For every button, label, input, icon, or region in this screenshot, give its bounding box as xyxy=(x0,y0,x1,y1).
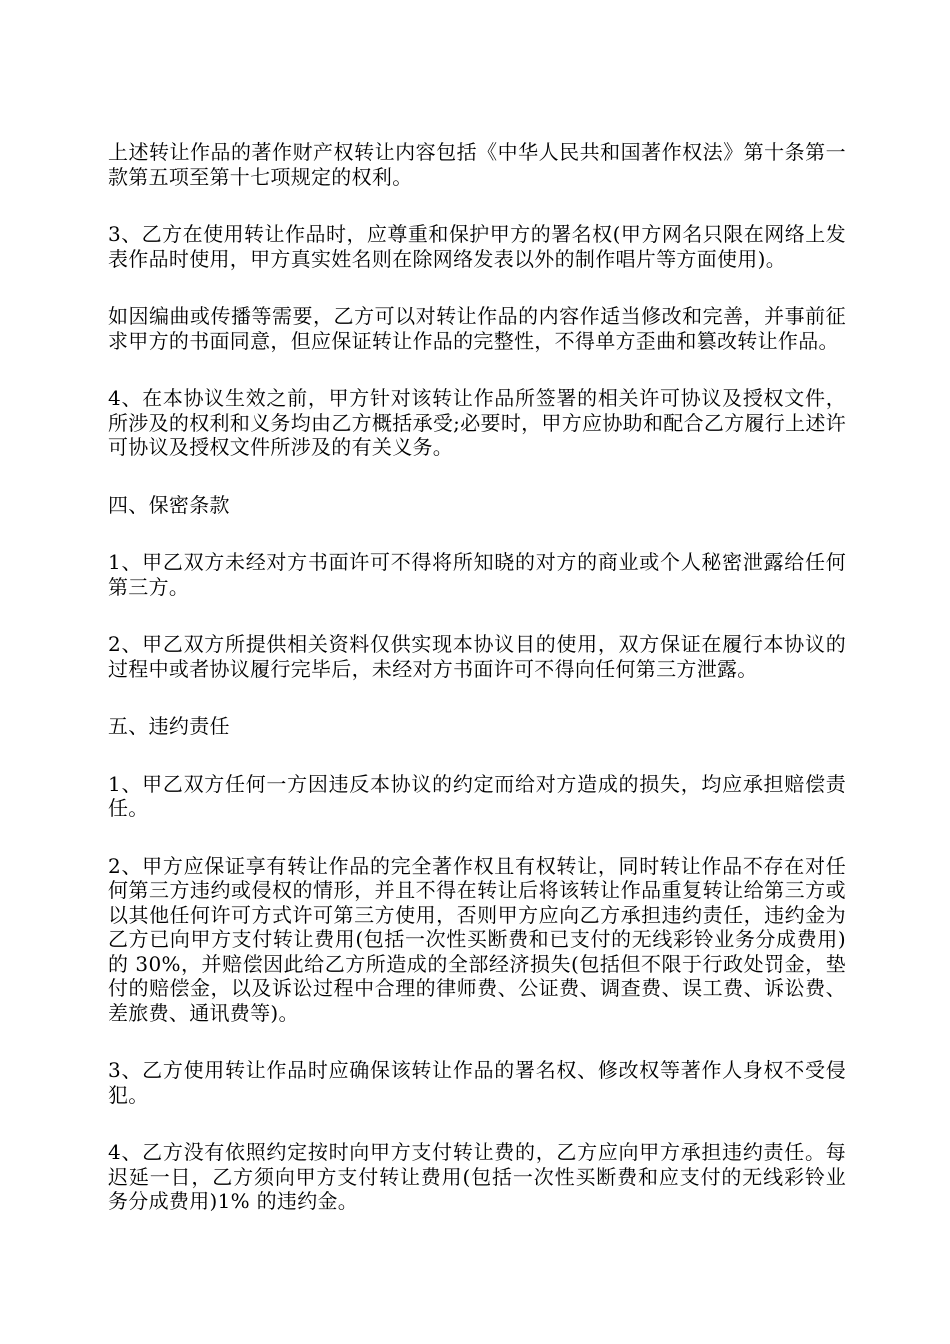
paragraph-modification-consent: 如因编曲或传播等需要，乙方可以对转让作品的内容作适当修改和完善，并事前征求甲方的书面同意，但应保证转让作品的完整性，不得单方歪曲和篡改转让作品。 xyxy=(108,304,846,353)
paragraph-clause-3-attribution: 3、乙方在使用转让作品时，应尊重和保护甲方的署名权(甲方网名只限在网络上发表作品时使用，甲方真实姓名则在除网络发表以外的制作唱片等方面使用)。 xyxy=(108,222,846,271)
paragraph-liability-4: 4、乙方没有依照约定按时向甲方支付转让费的，乙方应向甲方承担违约责任。每迟延一日，乙方须向甲方支付转让费用(包括一次性买断费和应支付的无线彩铃业务分成费用)1% 的违约金。 xyxy=(108,1140,846,1213)
document-body xyxy=(108,140,846,1247)
paragraph-confidentiality-2: 2、甲乙双方所提供相关资料仅供实现本协议目的使用，双方保证在履行本协议的过程中或者协议履行完毕后，未经对方书面许可不得向任何第三方泄露。 xyxy=(108,632,846,681)
section-heading-confidentiality: 四、保密条款 xyxy=(108,492,230,517)
paragraph-confidentiality-1: 1、甲乙双方未经对方书面许可不得将所知晓的对方的商业或个人秘密泄露给任何第三方。 xyxy=(108,550,846,599)
paragraph-clause-4-prior-licenses: 4、在本协议生效之前，甲方针对该转让作品所签署的相关许可协议及授权文件，所涉及的权利和义务均由乙方概括承受;必要时，甲方应协助和配合乙方履行上述许可协议及授权文件所涉及的有关义务。 xyxy=(108,386,846,459)
paragraph-copyright-scope: 上述转让作品的著作财产权转让内容包括《中华人民共和国著作权法》第十条第一款第五项至第十七项规定的权利。 xyxy=(108,140,846,189)
paragraph-liability-1: 1、甲乙双方任何一方因违反本协议的约定而给对方造成的损失，均应承担赔偿责任。 xyxy=(108,771,846,820)
paragraph-liability-3: 3、乙方使用转让作品时应确保该转让作品的署名权、修改权等著作人身权不受侵犯。 xyxy=(108,1058,846,1107)
section-heading-liability: 五、违约责任 xyxy=(108,714,230,738)
paragraph-liability-2: 2、甲方应保证享有转让作品的完全著作权且有权转让，同时转让作品不存在对任何第三方违约或侵权的情形，并且不得在转让后将该转让作品重复转让给第三方或以其他任何许可方式许可第三方使用，否则甲方应向乙方承担违约责任，违约金为乙方已向甲方支付转让费用(包括一次性买断费和已支付的无线彩铃业务分成费用)的 30%，并赔偿因此给乙方所造成的全部经济损失(包括但不限于行政处罚金，垫付的赔偿金，以及诉讼过程中合理的律师费、公证费、调查费、误工费、诉讼费、差旅费、通讯费等)。 xyxy=(108,853,846,1025)
